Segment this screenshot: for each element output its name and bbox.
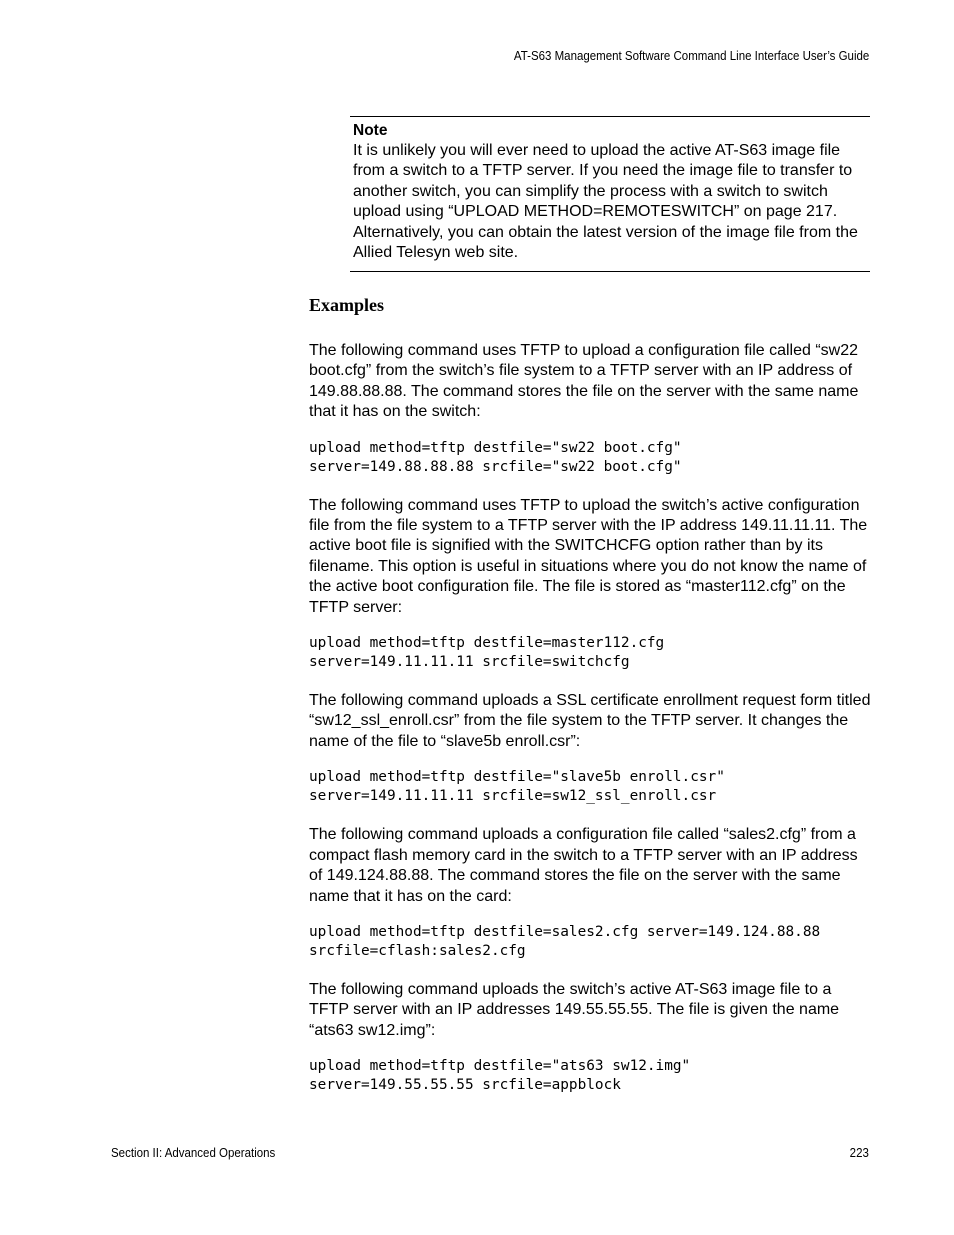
footer-page-number: 223 [849, 1146, 869, 1160]
example-5-description: The following command uploads the switch’s active AT-S63 image file to a TFTP server with an IP addresses 149.55.55.55. The file is given the name “ats63 sw12.img”: [309, 980, 840, 1039]
running-header: AT-S63 Management Software Command Line Interface User’s Guide [513, 49, 869, 63]
note-title: Note [353, 122, 388, 139]
note-box [350, 116, 870, 272]
example-4-command: upload method=tftp destfile=sales2.cfg server=149.124.88.88 srcfile=cflash:sales2.cfg [309, 923, 821, 959]
example-2-description: The following command uses TFTP to upload the switch’s active configuration file from the file system to a TFTP server with the IP address 149.11.11.11. The active boot file is signified with the SWITCHCFG option rather than by its filename. This option is useful in situations where you do not know the name of the active boot configuration file. The file is stored as “master112.cfg” on the TFTP server: [309, 496, 868, 616]
example-3-command: upload method=tftp destfile="slave5b enroll.csr" server=149.11.11.11 srcfile=sw12_ssl_enroll.csr [309, 769, 725, 805]
example-2-command: upload method=tftp destfile=master112.cfg server=149.11.11.11 srcfile=switchcfg [309, 635, 665, 671]
example-4-description: The following command uploads a configuration file called “sales2.cfg” from a compact flash memory card in the switch to a TFTP server with an IP address of 149.124.88.88. The command stores the file on the server with the same name that it has on the card: [309, 826, 858, 905]
example-5-command: upload method=tftp destfile="ats63 sw12.img" server=149.55.55.55 srcfile=appblock [309, 1058, 691, 1094]
footer-section-title: Section II: Advanced Operations [111, 1146, 276, 1160]
example-1-description: The following command uses TFTP to upload a configuration file called “sw22 boot.cfg” from the switch’s file system to a TFTP server with an IP address of 149.88.88.88. The command stores the file on the server with the same name that it has on the switch: [309, 342, 859, 421]
example-1-command: upload method=tftp destfile="sw22 boot.cfg" server=149.88.88.88 srcfile="sw22 boot.cfg" [309, 439, 682, 475]
note-body: It is unlikely you will ever need to upload the active AT-S63 image file from a switch to a TFTP server. If you need the image file to transfer to another switch, you can simplify the process with a switch to switch upload using “UPLOAD METHOD=REMOTESWITCH” on page 217. Alternatively, you can obtain the latest version of the image file from the Allied Telesyn web site. [353, 142, 858, 262]
examples-heading: Examples [309, 295, 385, 315]
examples-section [309, 293, 875, 1114]
example-3-description: The following command uploads a SSL certificate enrollment request form titled “sw12_ssl_enroll.csr” from the file system to the TFTP server. It changes the name of the file to “slave5b enroll.csr”: [309, 692, 871, 750]
